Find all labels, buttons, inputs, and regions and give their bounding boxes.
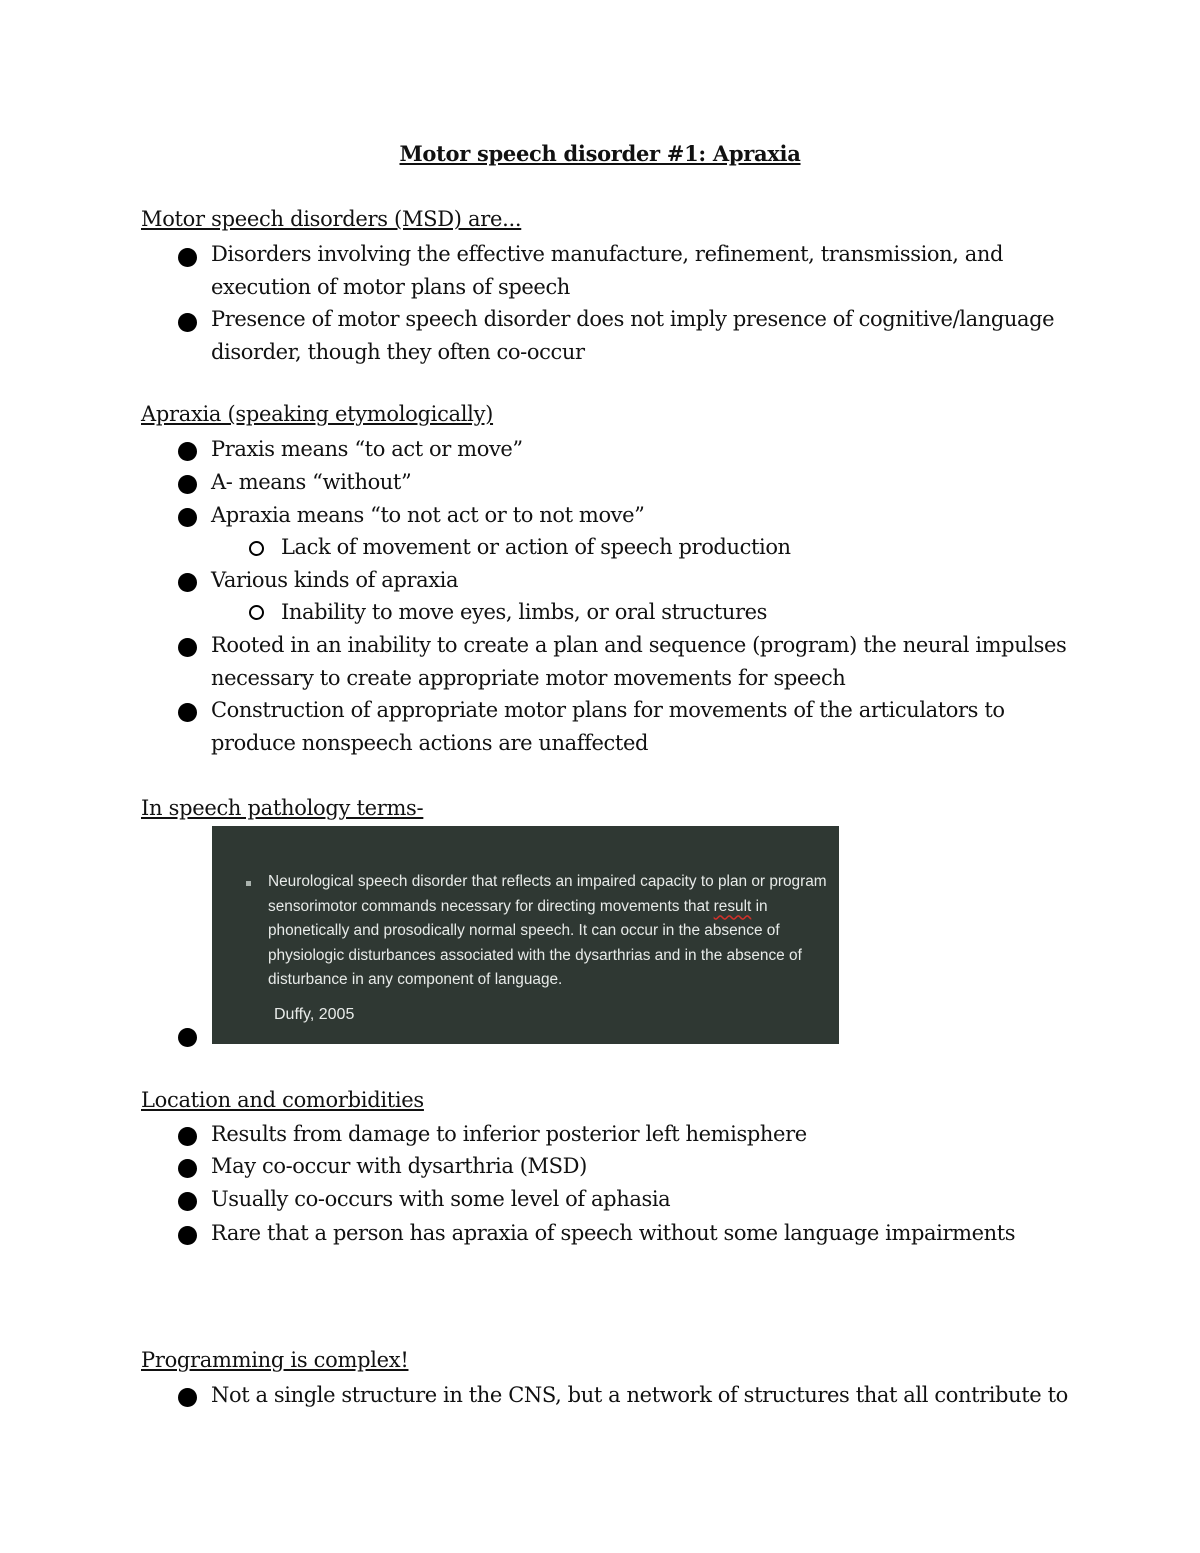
- bullet-icon: [178, 475, 197, 494]
- page-title: Motor speech disorder #1: Apraxia: [399, 141, 801, 166]
- bullet-icon: [178, 248, 197, 267]
- list-item: A- means “without”: [211, 470, 412, 494]
- list-item: Various kinds of apraxia: [211, 568, 459, 592]
- bullet-icon: [178, 1159, 197, 1178]
- bullet-icon: [178, 703, 197, 722]
- sub-list-item: Inability to move eyes, limbs, or oral structures: [281, 600, 768, 624]
- section-heading-speech-pathology: In speech pathology terms-: [141, 796, 424, 820]
- bullet-icon: [178, 638, 197, 657]
- sub-bullet-icon: [249, 605, 264, 620]
- section-heading-apraxia: Apraxia (speaking etymologically): [141, 402, 494, 426]
- bullet-icon: [178, 1388, 197, 1407]
- bullet-icon: [178, 442, 197, 461]
- list-item: Not a single structure in the CNS, but a network of structures that all contribute to: [211, 1383, 1068, 1407]
- list-item: Rooted in an inability to create a plan and sequence (program) the neural impulses necessary to create appropriate motor movements for speech: [211, 633, 1067, 690]
- section-heading-msd: Motor speech disorders (MSD) are...: [141, 207, 522, 231]
- bullet-icon: [178, 1028, 197, 1047]
- list-item: Praxis means “to act or move”: [211, 437, 523, 461]
- list-item: Apraxia means “to not act or to not move”: [211, 503, 645, 527]
- list-item: Construction of appropriate motor plans for movements of the articulators to produce nonspeech actions are unaffected: [211, 698, 1005, 755]
- slide-citation: Duffy, 2005: [274, 1006, 355, 1023]
- list-item: Usually co-occurs with some level of aphasia: [211, 1187, 671, 1211]
- bullet-icon: [178, 313, 197, 332]
- slide-quote-before: Neurological speech disorder that reflects an impaired capacity to plan or program sensorimotor commands necessary for directing movements that: [268, 873, 827, 915]
- sub-list-item: Lack of movement or action of speech production: [281, 535, 791, 559]
- bullet-icon: [178, 1127, 197, 1146]
- list-item: Disorders involving the effective manufacture, refinement, transmission, and execution of motor plans of speech: [211, 242, 1004, 299]
- slide-quote-underlined-word: result: [713, 897, 752, 915]
- list-item: Presence of motor speech disorder does not imply presence of cognitive/language disorder, though they often co-occur: [211, 307, 1055, 364]
- slide-quote-after: in phonetically and prosodically normal speech. It can occur in the absence of physiologic disturbances associated with the dysarthrias and in the absence of disturbance in any component of language.: [268, 897, 802, 988]
- bullet-icon: [178, 1192, 197, 1211]
- section-heading-programming: Programming is complex!: [141, 1348, 409, 1372]
- quote-slide-image: [212, 826, 839, 1044]
- slide-quote: [268, 870, 834, 993]
- bullet-icon: [178, 573, 197, 592]
- sub-bullet-icon: [249, 541, 264, 556]
- slide-bullet-icon: [246, 881, 251, 886]
- list-item: May co-occur with dysarthria (MSD): [211, 1154, 587, 1178]
- bullet-icon: [178, 508, 197, 527]
- list-item: Results from damage to inferior posterior left hemisphere: [211, 1122, 807, 1146]
- list-item: Rare that a person has apraxia of speech without some language impairments: [211, 1221, 1016, 1245]
- bullet-icon: [178, 1226, 197, 1245]
- section-heading-location: Location and comorbidities: [141, 1088, 424, 1112]
